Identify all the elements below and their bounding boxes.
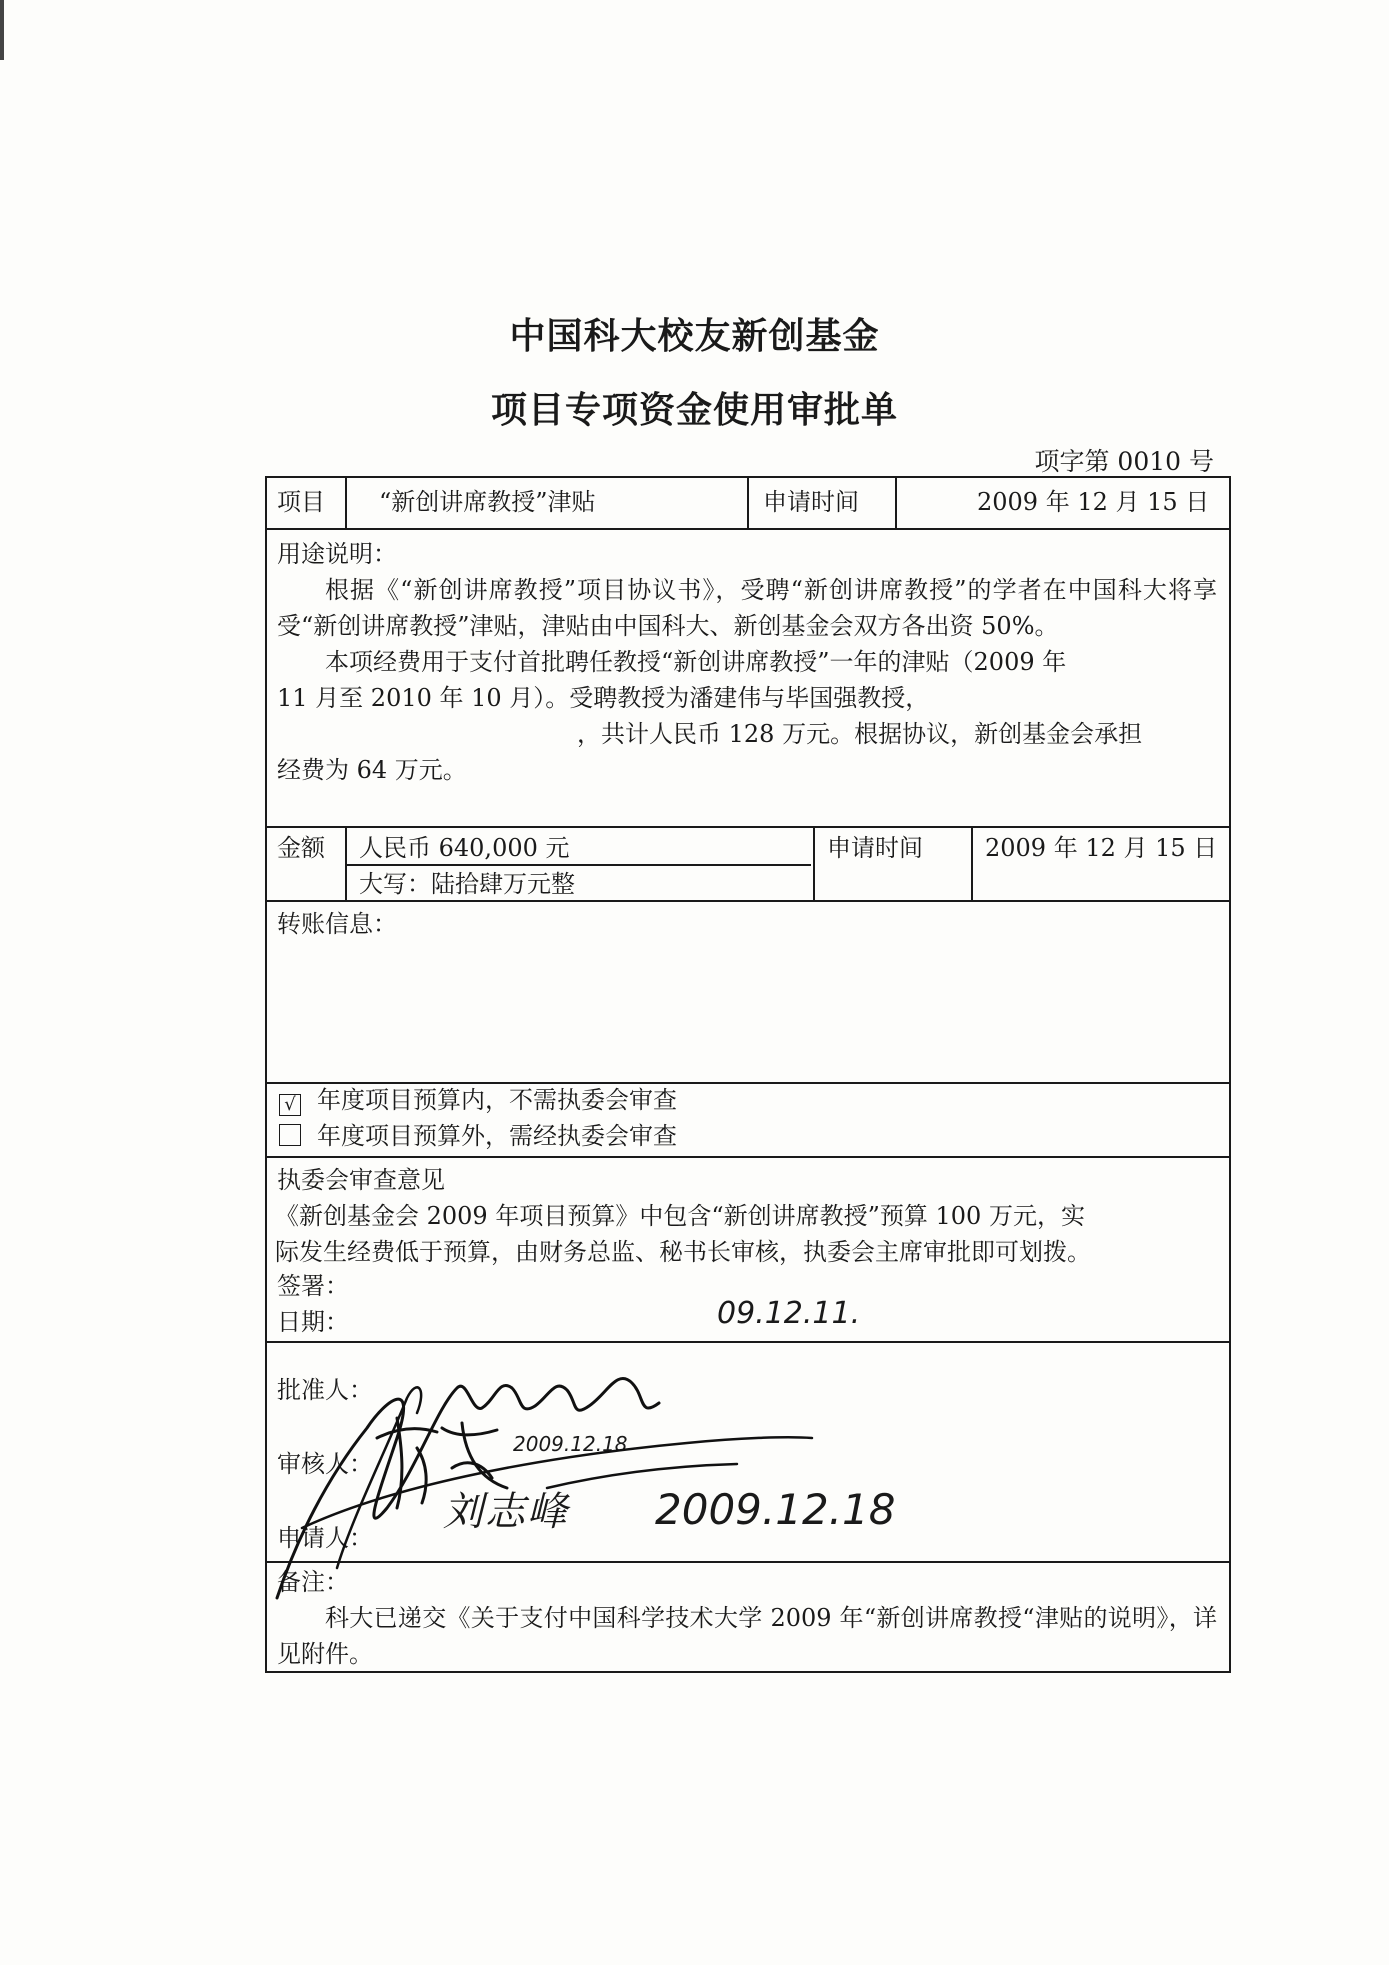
rule-budget xyxy=(267,1156,1229,1158)
project-date-label: 申请时间 xyxy=(763,488,859,516)
col-project-date-label xyxy=(747,478,749,528)
col-amount-date-label xyxy=(813,826,815,900)
project-date-value: 2009 年 12 月 15 日 xyxy=(977,488,1210,516)
usage-label: 用途说明： xyxy=(277,540,397,568)
committee-label: 执委会审查意见 xyxy=(277,1166,445,1194)
transfer-label: 转账信息： xyxy=(277,910,397,938)
rule-project xyxy=(267,528,1229,530)
project-value: “新创讲席教授”津贴 xyxy=(379,488,596,516)
reviewer-label: 审核人： xyxy=(277,1450,373,1478)
usage-body xyxy=(277,572,1217,788)
reviewer-date-handwritten: 2009.12.18 xyxy=(513,1432,628,1456)
committee-date-handwritten: 09.12.11. xyxy=(717,1296,861,1331)
usage-paragraph-1: 根据《“新创讲席教授”项目协议书》，受聘“新创讲席教授”的学者在中国科大将享受“新创讲席教授”津贴，津贴由中国科大、新创基金会双方各出资 50%。 xyxy=(277,576,1217,640)
applicant-name-handwritten: 刘志峰 xyxy=(443,1489,569,1535)
usage-paragraph-2-line-1: 本项经费用于支付首批聘任教授“新创讲席教授”一年的津贴（2009 年 xyxy=(325,648,1067,676)
checkbox-checked-icon: √ xyxy=(279,1094,301,1116)
col-project-label xyxy=(345,478,347,528)
approval-form xyxy=(265,476,1231,1673)
project-label: 项目 xyxy=(277,488,325,516)
amount-value: 人民币 640,000 元 xyxy=(359,834,570,862)
col-amount-label xyxy=(345,826,347,900)
scan-edge-mark xyxy=(0,0,4,60)
budget-option-within-label: 年度项目预算内，不需执委会审查 xyxy=(317,1086,677,1114)
col-amount-date xyxy=(971,826,973,900)
budget-option-within xyxy=(279,1082,677,1118)
usage-paragraph-2-line-2: 11 月至 2010 年 10 月）。受聘教授为潘建伟与毕国强教授， xyxy=(277,684,930,712)
reviewer-signature-image xyxy=(367,1408,517,1518)
usage-paragraph-2-line-3: ，共计人民币 128 万元。根据协议，新创基金会承担 xyxy=(577,720,1143,748)
usage-paragraph-2-line-4: 经费为 64 万元。 xyxy=(277,756,467,784)
document-title: 中国科大校友新创基金 xyxy=(509,316,880,357)
committee-signature-image xyxy=(267,1238,827,1658)
applicant-date-handwritten: 2009.12.18 xyxy=(655,1485,896,1534)
amount-label: 金额 xyxy=(277,834,325,862)
applicant-label: 申请人： xyxy=(277,1524,373,1552)
budget-option-outside xyxy=(279,1118,677,1154)
col-project-date xyxy=(895,478,897,528)
budget-option-outside-label: 年度项目预算外，需经执委会审查 xyxy=(317,1122,677,1150)
committee-date-label: 日期： xyxy=(277,1308,349,1336)
amount-date-value: 2009 年 12 月 15 日 xyxy=(985,834,1218,862)
remarks-text: 科大已递交《关于支付中国科学技术大学 2009 年“新创讲席教授“津贴的说明》，详见附件。 xyxy=(277,1604,1217,1668)
document-subtitle: 项目专项资金使用审批单 xyxy=(490,390,898,431)
document-number: 项字第 0010 号 xyxy=(1034,447,1214,476)
amount-capital: 大写：陆拾肆万元整 xyxy=(359,870,575,898)
checkbox-empty-icon xyxy=(279,1124,301,1146)
committee-sign-label: 签署： xyxy=(277,1272,349,1300)
approver-label: 批准人： xyxy=(277,1376,373,1404)
rule-usage xyxy=(267,826,1229,828)
remarks-label: 备注： xyxy=(277,1568,349,1596)
committee-text-line-2: 际发生经费低于预算，由财务总监、秘书长审核，执委会主席审批即可划拨。 xyxy=(275,1238,1091,1266)
amount-date-label: 申请时间 xyxy=(827,834,923,862)
committee-text-line-1: 《新创基金会 2009 年项目预算》中包含“新创讲席教授”预算 100 万元，实 xyxy=(275,1202,1085,1230)
